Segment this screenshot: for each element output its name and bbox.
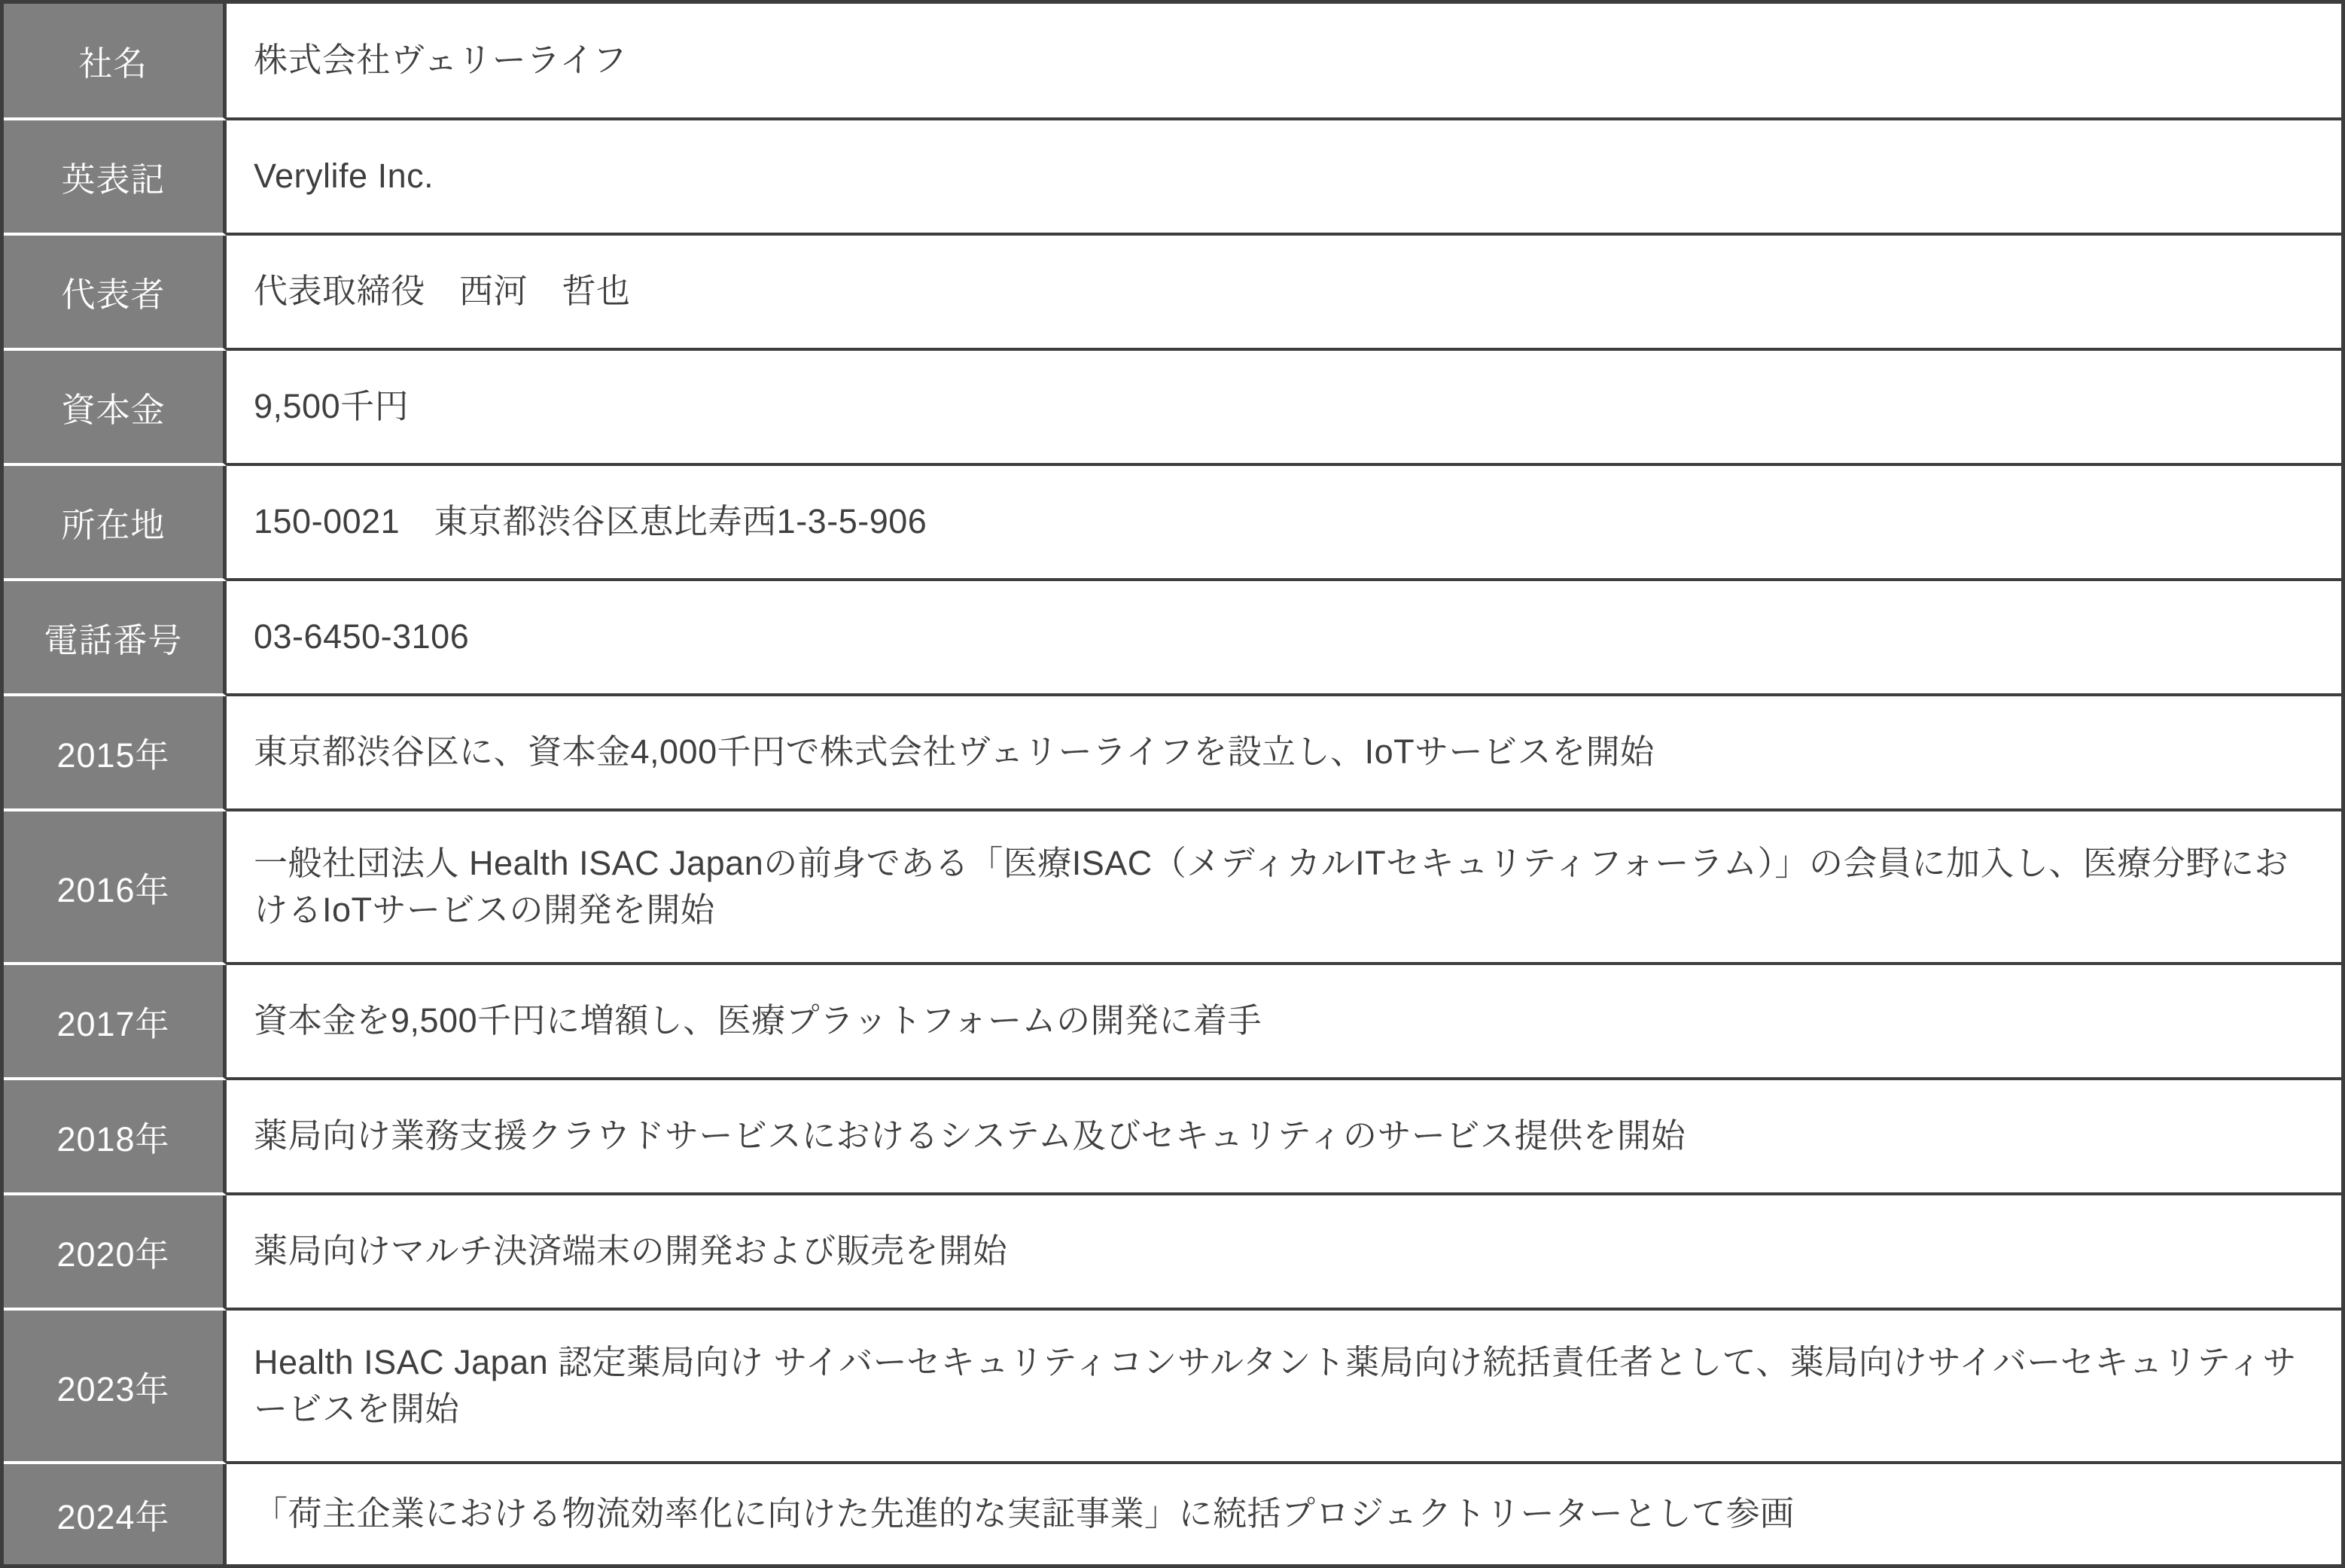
- table-row: [4, 236, 2341, 351]
- row-label-history-2024: 2024年: [4, 1464, 227, 1564]
- table-row: [4, 466, 2341, 581]
- table-row: [4, 811, 2341, 965]
- table-row: [4, 696, 2341, 811]
- row-label-english-name: 英表記: [4, 120, 227, 236]
- table-row: [4, 351, 2341, 466]
- row-value-history-2017: 資本金を9,500千円に増額し、医療プラットフォームの開発に着手: [227, 965, 2341, 1080]
- table-row: [4, 965, 2341, 1080]
- row-label-history-2016: 2016年: [4, 811, 227, 965]
- row-value-capital: 9,500千円: [227, 351, 2341, 466]
- row-value-history-2024: 「荷主企業における物流効率化に向けた先進的な実証事業」に統括プロジェクトリーターとして参画: [254, 1494, 1795, 1533]
- row-value-history-2015: 東京都渋谷区に、資本金4,000千円で株式会社ヴェリーライフを設立し、IoTサービスを開始: [227, 696, 2341, 811]
- row-value-english-name: Verylife Inc.: [227, 120, 2341, 236]
- row-value-representative: 代表取締役 西河 哲也: [227, 236, 2341, 351]
- row-value-address: 150-0021 東京都渋谷区恵比寿西1-3-5-906: [227, 466, 2341, 581]
- row-label-history-2015: 2015年: [4, 696, 227, 811]
- row-label-capital: 資本金: [4, 351, 227, 466]
- table-row: [4, 1464, 2341, 1564]
- row-value-history-2016: 一般社団法人 Health ISAC Japanの前身である「医療ISAC（メディカルITセキュリティフォーラム）」の会員に加入し、医療分野におけるIoTサービスの開発を開始: [227, 811, 2341, 965]
- table-row: [4, 120, 2341, 236]
- row-value-phone: 03-6450-3106: [227, 581, 2341, 696]
- row-value-history-2020: 薬局向けマルチ決済端末の開発および販売を開始: [227, 1195, 2341, 1311]
- table-row: [4, 4, 2341, 120]
- table-row: [4, 581, 2341, 696]
- row-label-phone: 電話番号: [4, 581, 227, 696]
- row-label-history-2020: 2020年: [4, 1195, 227, 1311]
- table-row: [4, 1311, 2341, 1464]
- table-row: [4, 1080, 2341, 1195]
- row-label-address: 所在地: [4, 466, 227, 581]
- row-label-history-2018: 2018年: [4, 1080, 227, 1195]
- row-label-representative: 代表者: [4, 236, 227, 351]
- row-value-history-2018: 薬局向け業務支援クラウドサービスにおけるシステム及びセキュリティのサービス提供を開始: [227, 1080, 2341, 1195]
- table-row: [4, 1195, 2341, 1311]
- row-label-company-name: 社名: [4, 4, 227, 120]
- row-value-company-name: 株式会社ヴェリーライフ: [227, 4, 2341, 120]
- row-label-history-2017: 2017年: [4, 965, 227, 1080]
- row-label-history-2023: 2023年: [4, 1311, 227, 1464]
- row-value-history-2023: Health ISAC Japan 認定薬局向け サイバーセキュリティコンサルタント薬局向け統括責任者として、薬局向けサイバーセキュリティサービスを開始: [227, 1311, 2341, 1464]
